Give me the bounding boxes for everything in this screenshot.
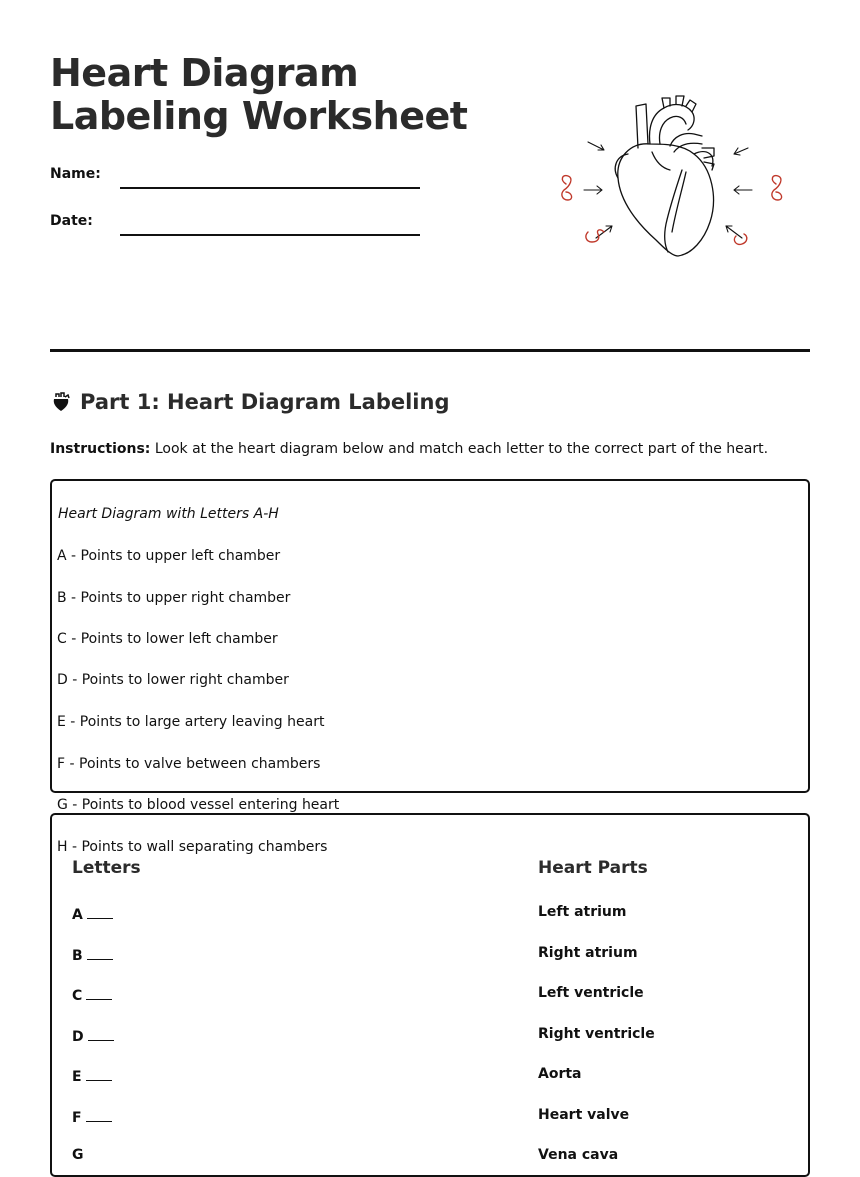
part-left-atrium: Left atrium (538, 904, 627, 920)
part1-heading-text: Part 1: Heart Diagram Labeling (80, 390, 450, 414)
diagram-label-a: A - Points to upper left chamber (57, 548, 281, 564)
letter-row-a (72, 904, 113, 923)
letter-row-b (72, 945, 113, 964)
letters-heading: Letters (72, 858, 141, 878)
anatomical-heart-illustration (552, 92, 792, 264)
worksheet-title: Heart Diagram Labeling Worksheet (50, 51, 468, 138)
matching-box (50, 813, 810, 1177)
parts-heading: Heart Parts (538, 858, 648, 878)
diagram-label-d: D - Points to lower right chamber (57, 672, 289, 688)
name-label: Name: (50, 166, 101, 182)
part-right-ventricle: Right ventricle (538, 1026, 655, 1042)
letter: D (72, 1029, 84, 1045)
part1-heading (50, 390, 449, 414)
diagram-label-c: C - Points to lower left chamber (57, 631, 278, 647)
letter: C (72, 988, 83, 1004)
letter: G (72, 1147, 84, 1163)
letter: B (72, 948, 83, 964)
answer-blank[interactable] (88, 1026, 114, 1041)
letter-row-d (72, 1026, 114, 1045)
instructions-label: Instructions: (50, 441, 151, 457)
instructions-text: Look at the heart diagram below and match each letter to the correct part of the heart. (154, 441, 769, 457)
heart-icon (50, 391, 72, 413)
part-heart-valve: Heart valve (538, 1107, 630, 1123)
name-line (120, 187, 420, 189)
diagram-caption: Heart Diagram with Letters A-H (58, 506, 279, 522)
diagram-label-g: G - Points to blood vessel entering heart (57, 797, 340, 813)
answer-blank[interactable] (87, 904, 113, 919)
part-left-ventricle: Left ventricle (538, 985, 644, 1001)
letter: A (72, 907, 83, 923)
answer-blank[interactable] (86, 985, 112, 1000)
answer-blank[interactable] (86, 1107, 112, 1122)
diagram-label-h: H - Points to wall separating chambers (57, 839, 328, 855)
letter-row-f (72, 1107, 112, 1126)
letter: E (72, 1069, 82, 1085)
part-aorta: Aorta (538, 1066, 582, 1082)
diagram-label-e: E - Points to large artery leaving heart (57, 714, 325, 730)
letter-row-c (72, 985, 112, 1004)
part-right-atrium: Right atrium (538, 945, 638, 961)
date-label: Date: (50, 213, 93, 229)
answer-blank[interactable] (86, 1066, 112, 1081)
part-vena-cava: Vena cava (538, 1147, 619, 1163)
letter: F (72, 1110, 82, 1126)
diagram-label-f: F - Points to valve between chambers (57, 756, 321, 772)
heart-illustration-icon (552, 92, 792, 264)
section-divider (50, 349, 810, 352)
answer-blank[interactable] (87, 945, 113, 960)
letter-row-e (72, 1066, 112, 1085)
instructions (50, 441, 768, 457)
diagram-label-b: B - Points to upper right chamber (57, 590, 291, 606)
date-line (120, 234, 420, 236)
